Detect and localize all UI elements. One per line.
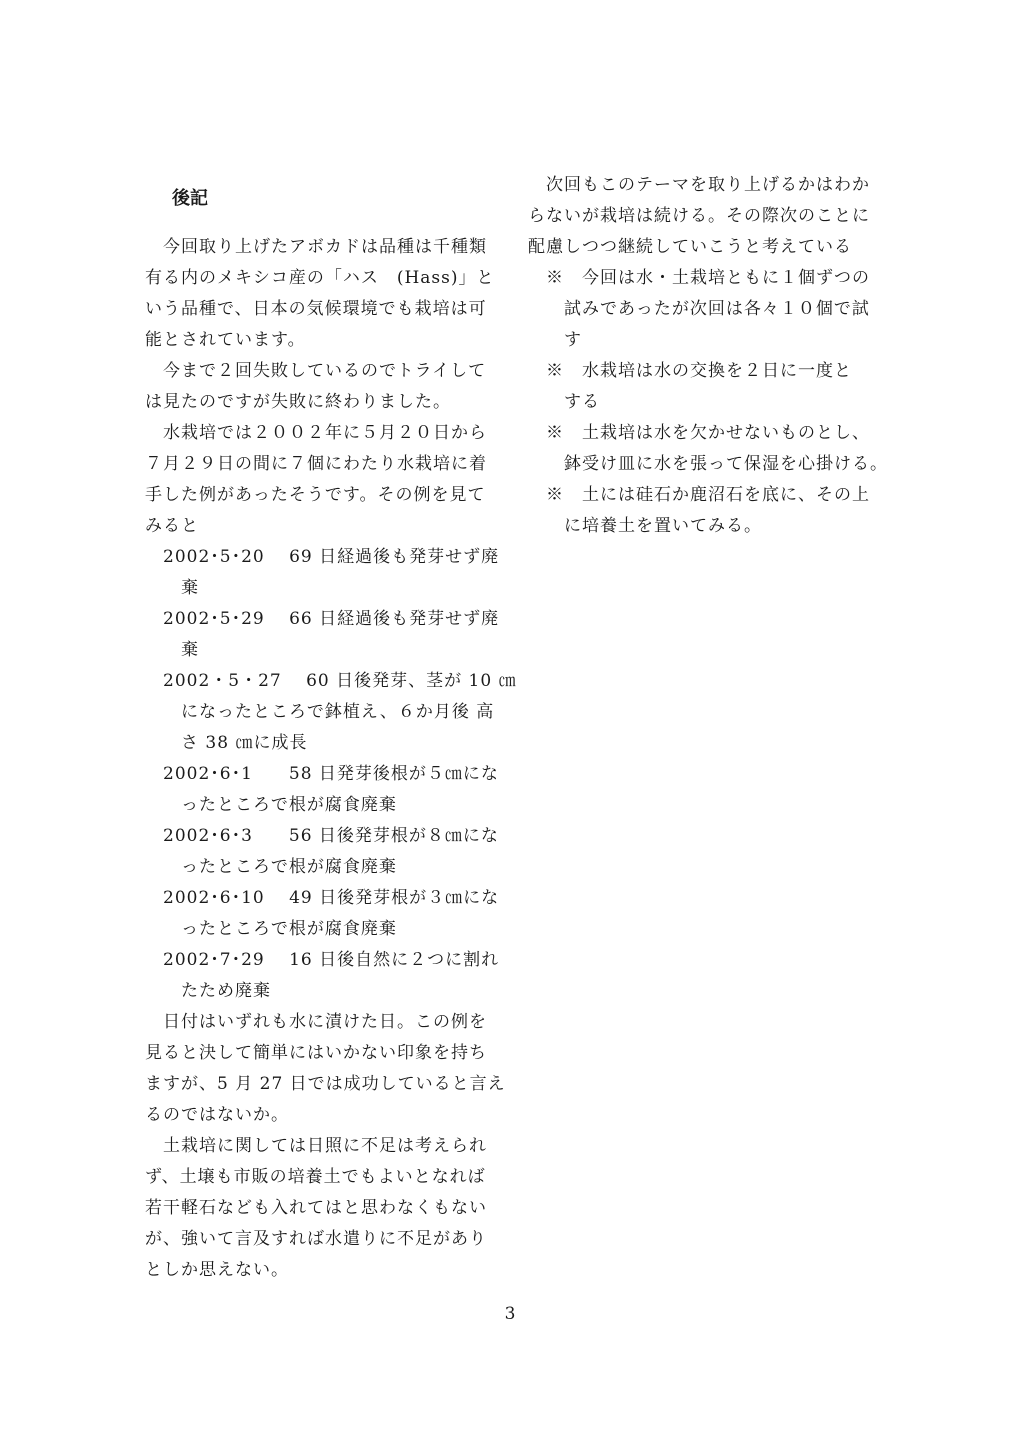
text-line: 2002･6･1 58 日発芽後根が５㎝にな bbox=[145, 764, 499, 784]
text-line: ったところで根が腐食廃棄 bbox=[145, 919, 397, 939]
text-line: ※ 水栽培は水の交換を２日に一度と bbox=[528, 361, 852, 381]
text-line: が、強いて言及すれば水遣りに不足があり bbox=[145, 1229, 487, 1249]
text-line: 棄 bbox=[145, 640, 199, 660]
text-line: 水栽培では２００２年に５月２０日から bbox=[145, 423, 487, 443]
page-number: 3 bbox=[504, 1304, 516, 1324]
text-line: 能とされています。 bbox=[145, 330, 306, 350]
text-line: 2002・5・27 60 日後発芽、茎が 10 ㎝ bbox=[145, 671, 517, 691]
text-line: になったところで鉢植え、６か月後 高 bbox=[145, 702, 495, 722]
note-list bbox=[528, 263, 888, 542]
text-line: 2002･6･3 56 日後発芽根が８㎝にな bbox=[145, 826, 499, 846]
text-line: は見たのですが失敗に終わりました。 bbox=[145, 392, 451, 412]
text-line: たため廃棄 bbox=[145, 981, 271, 1001]
text-line: 土栽培に関しては日照に不足は考えられ bbox=[145, 1136, 487, 1156]
text-line: 2002･7･29 16 日後自然に２つに割れ bbox=[145, 950, 500, 970]
text-line: 見ると決して簡単にはいかない印象を持ち bbox=[145, 1043, 487, 1063]
text-line: ったところで根が腐食廃棄 bbox=[145, 857, 397, 877]
text-line: ※ 今回は水・土栽培ともに１個ずつの bbox=[528, 268, 870, 288]
text-line: らないが栽培は続ける。その際次のことに bbox=[528, 206, 870, 226]
text-line: としか思えない。 bbox=[145, 1260, 289, 1280]
text-line: する bbox=[528, 392, 600, 412]
text-line: 試みであったが次回は各々１０個で試 bbox=[528, 299, 870, 319]
text-line: 2002･6･10 49 日後発芽根が３㎝にな bbox=[145, 888, 500, 908]
text-line: いう品種で、日本の気候環境でも栽培は可 bbox=[145, 299, 487, 319]
text-line: 次回もこのテーマを取り上げるかはわか bbox=[528, 175, 870, 195]
text-line: 今まで２回失敗しているのでトライして bbox=[145, 361, 487, 381]
text-line: 2002･5･20 69 日経過後も発芽せず廃 bbox=[145, 547, 500, 567]
text-line: 有る内のメキシコ産の「ハス (Hass)」と bbox=[145, 268, 495, 288]
text-line: みると bbox=[145, 516, 199, 536]
text-line: す bbox=[528, 330, 582, 350]
paragraph-intro bbox=[145, 232, 495, 356]
text-line: 手した例があったそうです。その例を見て bbox=[145, 485, 486, 505]
text-line: 配慮しつつ継続していこうと考えている bbox=[528, 237, 852, 257]
text-line: に培養土を置いてみる。 bbox=[528, 516, 762, 536]
paragraph-next bbox=[528, 170, 888, 263]
text-line: ったところで根が腐食廃棄 bbox=[145, 795, 397, 815]
text-line: 若干軽石なども入れてはと思わなくもない bbox=[145, 1198, 487, 1218]
text-line: ※ 土栽培は水を欠かせないものとし、 bbox=[528, 423, 870, 443]
record-list bbox=[145, 542, 517, 1007]
text-line: 日付はいずれも水に漬けた日。この例を bbox=[145, 1012, 487, 1032]
text-line: るのではないか。 bbox=[145, 1105, 289, 1125]
paragraph-hydro-history bbox=[145, 418, 495, 542]
text-line: 鉢受け皿に水を張って保湿を心掛ける。 bbox=[528, 454, 888, 474]
text-line: ず、土壌も市販の培養土でもよいとなれば bbox=[145, 1167, 486, 1187]
text-line: ７月２９日の間に７個にわたり水栽培に着 bbox=[145, 454, 487, 474]
paragraph-soil bbox=[145, 1131, 495, 1286]
text-line: 今回取り上げたアボカドは品種は千種類 bbox=[145, 237, 487, 257]
text-line: 棄 bbox=[145, 578, 199, 598]
text-line: ※ 土には硅石か鹿沼石を底に、その上 bbox=[528, 485, 870, 505]
text-line: 2002･5･29 66 日経過後も発芽せず廃 bbox=[145, 609, 500, 629]
text-line: さ 38 ㎝に成長 bbox=[145, 733, 308, 753]
paragraph-failed bbox=[145, 356, 495, 418]
paragraph-conclusion bbox=[145, 1007, 506, 1131]
section-heading: 後記 bbox=[172, 188, 208, 209]
text-line: ますが、5 月 27 日では成功していると言え bbox=[145, 1074, 506, 1094]
